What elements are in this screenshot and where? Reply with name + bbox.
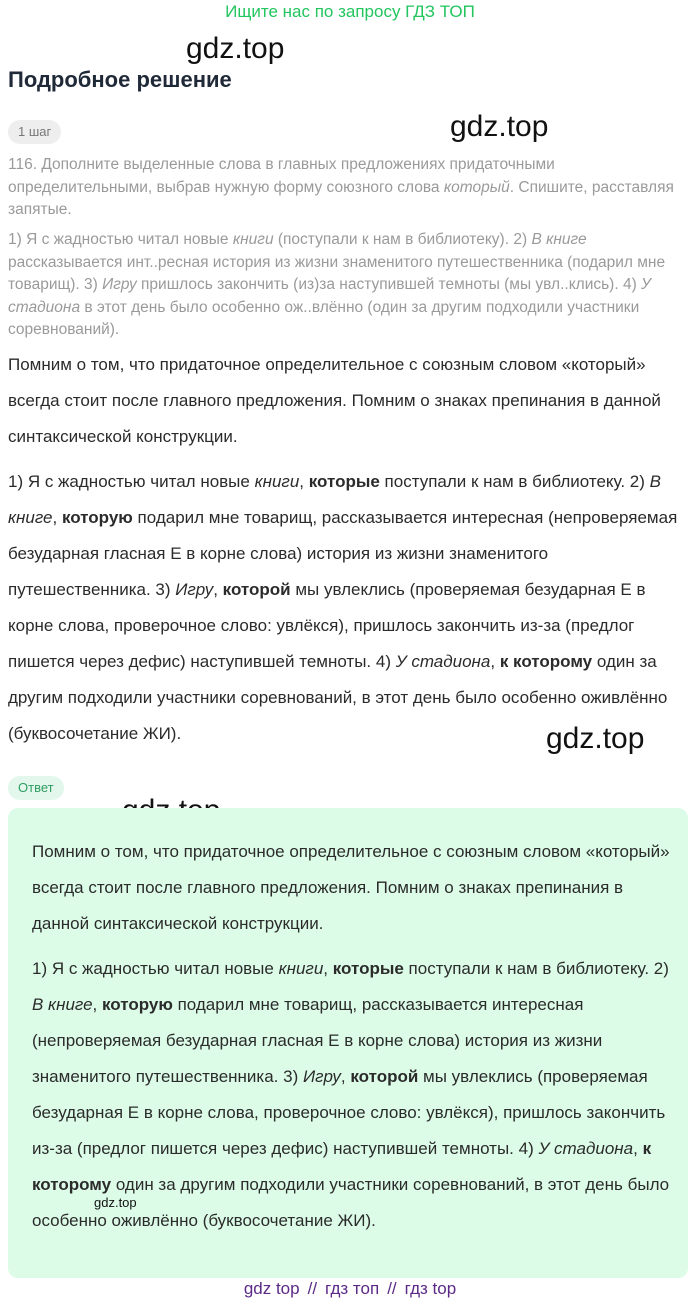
footer-separator: //	[307, 1279, 318, 1298]
solution-rule: Помним о том, что придаточное определительное с союзным словом «который» всегда стоит после главного предложения. Помним о знаках препинания в данной синтаксической конструкции.	[8, 355, 661, 446]
page-title: Подробное решение	[8, 67, 232, 92]
watermark: gdz.top	[186, 32, 285, 65]
watermark: gdz.top	[94, 1195, 137, 1210]
task-statement: 116. Дополните выделенные слова в главных предложениях придаточными определительными, выбрав нужную форму союзного слова который. Спишите, расставляя запятые.	[8, 156, 674, 218]
search-promo-banner: Ищите нас по запросу ГДЗ ТОП	[225, 2, 475, 21]
footer-separator: //	[387, 1279, 397, 1298]
watermark: gdz.top	[450, 110, 549, 143]
watermark: gdz.top	[546, 722, 645, 755]
answer-badge: Ответ	[8, 776, 64, 800]
footer-link[interactable]: gdz top	[243, 1279, 300, 1298]
answer-text: 1) Я с жадностью читал новые книги, которые поступали к нам в библиотеку. 2) В книге, которую подарил мне товарищ, рассказывается интересная (непроверяемая безударная гласная Е в корне слова) история из жизни знаменитого путешественника. 3) Игру, которой мы увлеклись (проверяемая безударная Е в корне слова, проверочное слово: увлёкся), пришлось закончить из-за (предлог пишется через дефис) наступившей темноты. 4) У стадиона, к которому один за другим подходили участники соревнований, в этот день было особенно оживлённо (буквосочетание ЖИ).	[32, 959, 670, 1230]
task-sentences: 1) Я с жадностью читал новые книги (поступали к нам в библиотеку). 2) В книге рассказывается инт..ресная история из жизни знаменитого путешественника (подарил мне товарищ). 3) Игру пришлось закончить (из)за наступившей темноты (мы увл..клись). 4) У стадиона в этот день было особенно ож..влённо (один за другим подходили участники соревнований).	[8, 231, 666, 338]
footer-link[interactable]: гдз top	[404, 1279, 457, 1298]
answer-rule: Помним о том, что придаточное определительное с союзным словом «который» всегда стоит после главного предложения. Помним о знаках препинания в данной синтаксической конструкции.	[32, 842, 670, 933]
footer-link[interactable]: гдз топ	[325, 1279, 380, 1298]
solution-text: 1) Я с жадностью читал новые книги, которые поступали к нам в библиотеку. 2) В книге, которую подарил мне товарищ, рассказывается интересная (непроверяемая безударная гласная Е в корне слова) история из жизни знаменитого путешественника. 3) Игру, которой мы увлеклись (проверяемая безударная Е в корне слова, проверочное слово: увлёкся), пришлось закончить из-за (предлог пишется через дефис) наступившей темноты. 4) У стадиона, к которому один за другим подходили участники соревнований, в этот день было особенно оживлённо (буквосочетание ЖИ).	[8, 472, 678, 743]
footer-links	[0, 1278, 700, 1300]
step-badge: 1 шаг	[8, 120, 61, 144]
